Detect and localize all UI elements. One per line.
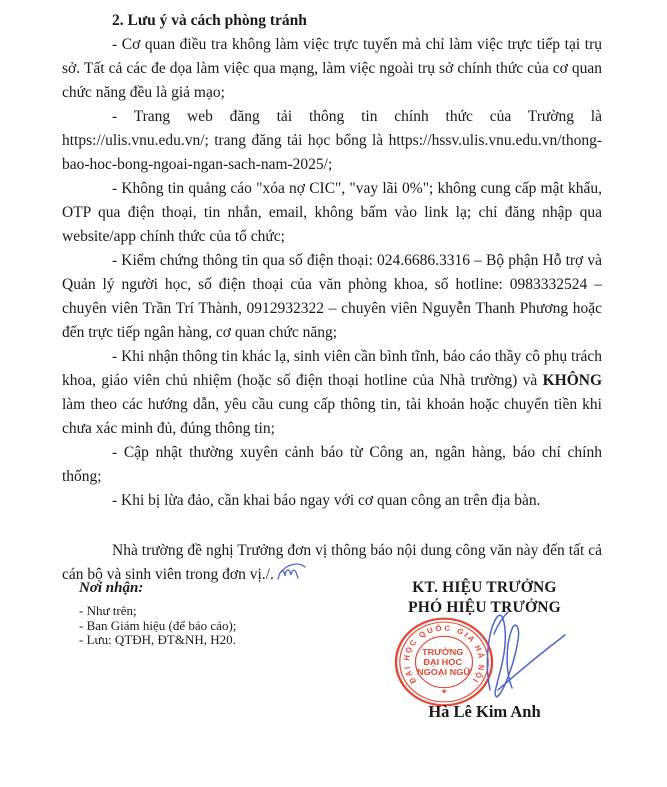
recipient-item: - Lưu: QTĐH, ĐT&NH, H20. bbox=[79, 632, 236, 648]
signer-name: Hà Lê Kim Anh bbox=[428, 702, 541, 721]
handwritten-signature bbox=[468, 604, 580, 704]
recipient-item: - Ban Giám hiệu (để báo cáo); bbox=[79, 617, 237, 633]
handwritten-initials-mark bbox=[276, 563, 306, 583]
section-heading: 2. Lưu ý và cách phòng tránh bbox=[112, 12, 307, 29]
paragraph-strange-info: - Khi nhận thông tin khác lạ, sinh viên cần bình tĩnh, báo cáo thầy cô phụ trách khoa, giáo viên chủ nhiệm (hoặc số điện thoại hotline của Nhà trường) và KHÔNG làm theo các hướng dẫn, yêu cầu cung cấp thông tin, tài khoản hoặc chuyển tiền khi chưa xác minh đủ, đúng thông tin; bbox=[62, 348, 602, 437]
paragraph-report-fraud: - Khi bị lừa đảo, cần khai báo ngay với cơ quan công an trên địa bàn. bbox=[112, 492, 541, 509]
paragraph-update-warnings: - Cập nhật thường xuyên cảnh báo từ Công an, ngân hàng, báo chí chính thống; bbox=[62, 444, 602, 485]
paragraph-verify-phone: - Kiểm chứng thông tin qua số điện thoại: 024.6686.3316 – Bộ phận Hỗ trợ và Quản lý người học, số điện thoại của văn phòng khoa, số hotline: 0983332524 – chuyên viên Trần Trí Thành, 0912932322 – chuyên viên Nguyễn Thanh Phương hoặc đến trực tiếp ngân hàng, cơ quan chức năng; bbox=[62, 252, 602, 341]
closing-text: Nhà trường đề nghị Trưởng đơn vị thông báo nội dung công văn này đến tất cả cán bộ và sinh viên trong đơn vị./. bbox=[62, 542, 602, 583]
stamp-center-text: TRƯỜNG ĐẠI HỌC NGOẠI NGỮ bbox=[417, 647, 471, 677]
paragraph-no-ads: - Không tin quảng cáo "xóa nợ CIC", "vay lãi 0%"; không cung cấp mật khẩu, OTP qua điện thoại, tin nhắn, email, không bấm vào link lạ; chỉ đăng nhập qua website/app chính thức của tổ chức; bbox=[62, 180, 602, 245]
recipients-list bbox=[79, 604, 236, 648]
signature-title-line2: PHÓ HIỆU TRƯỞNG bbox=[408, 599, 561, 616]
stamp-star-icon: ★ bbox=[440, 687, 448, 696]
paragraph-official-websites: - Trang web đăng tải thông tin chính thức của Trường là https://ulis.vnu.edu.vn/; trang đăng tải học bổng là https://hssv.ulis.vnu.edu.vn/thong-bao-hoc-bong-ngoai-ngan-sach-nam-2025/; bbox=[62, 108, 602, 173]
recipients-block bbox=[79, 580, 236, 648]
signature-title-line1: KT. HIỆU TRƯỞNG bbox=[412, 579, 557, 596]
recipient-item: - Như trên; bbox=[79, 603, 137, 618]
stamp-ring-text: ĐẠI HỌC QUỐC GIA HÀ NỘI bbox=[401, 623, 487, 686]
paragraph-investigation: - Cơ quan điều tra không làm việc trực tuyến mà chỉ làm việc trực tiếp tại trụ sở. Tất cả các đe dọa làm việc qua mạng, làm việc ngoài trụ sở chính thức của cơ quan chức năng đều là giả mạo; bbox=[62, 36, 602, 101]
recipients-label: Nơi nhận: bbox=[79, 580, 144, 596]
document-body bbox=[62, 9, 602, 587]
